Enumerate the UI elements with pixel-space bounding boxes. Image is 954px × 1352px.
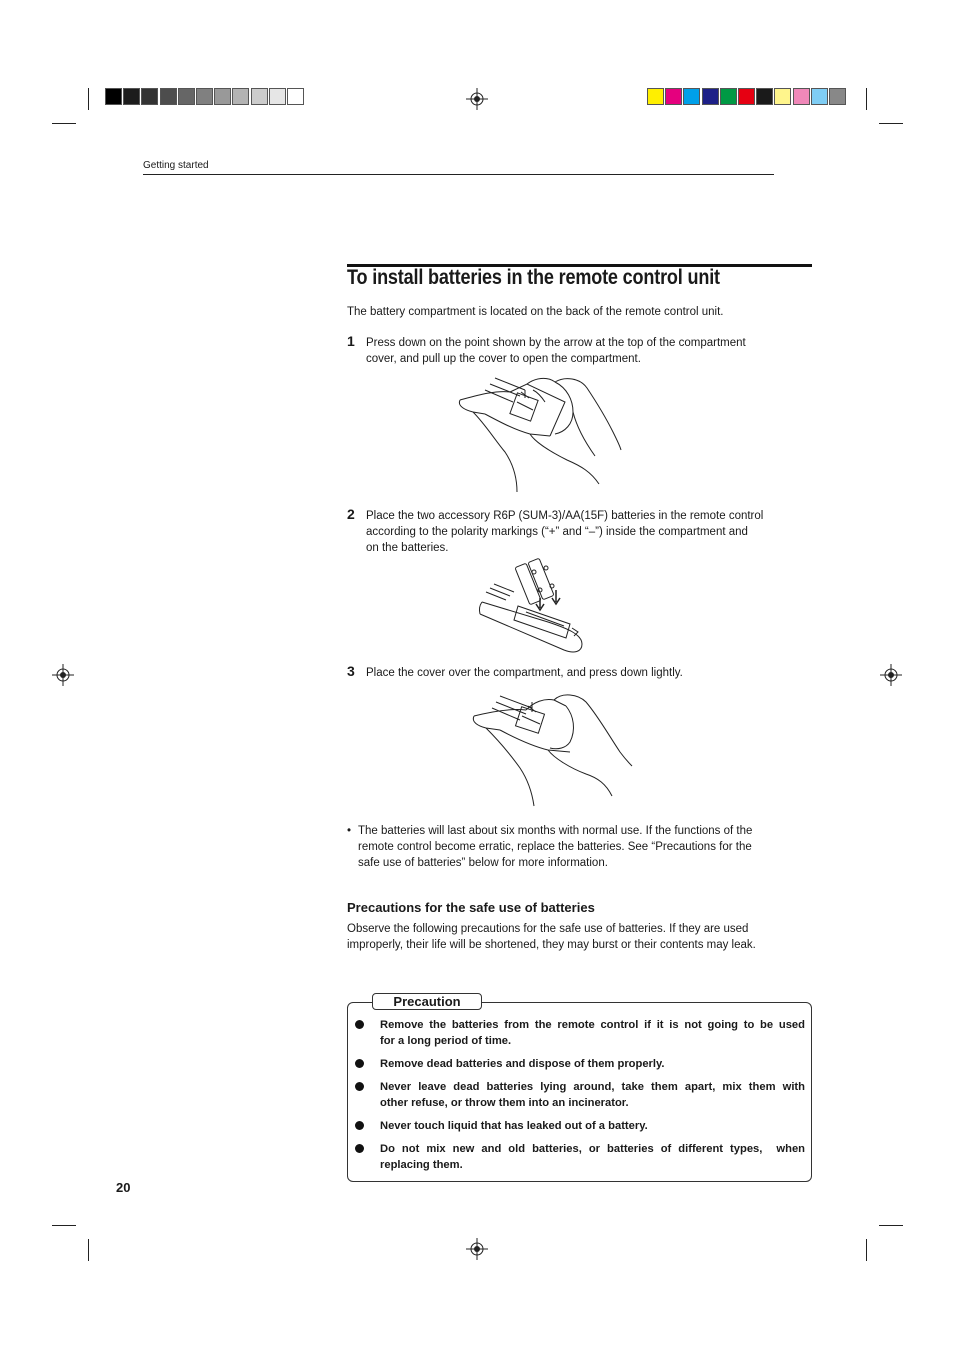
- step-number: 2: [347, 506, 355, 522]
- registration-target-icon: [880, 664, 902, 686]
- bullet-icon: [355, 1020, 364, 1029]
- color-swatch: [811, 88, 828, 105]
- section-heading: Precautions for the safe use of batteries: [347, 900, 595, 915]
- color-swatch: [214, 88, 231, 105]
- color-swatch: [720, 88, 737, 105]
- text-line: Remove dead batteries and dispose of them properly.: [380, 1058, 665, 1070]
- text-line: Observe the following precautions for the safe use of batteries. If they are used: [347, 923, 749, 935]
- crop-mark: [866, 88, 867, 110]
- close-cover-illustration: [470, 690, 635, 808]
- color-swatch: [141, 88, 158, 105]
- color-swatch: [702, 88, 719, 105]
- text-line: remote control become erratic, replace the batteries. See “Precautions for the: [358, 841, 752, 853]
- color-swatch: [251, 88, 268, 105]
- text-line: for a long period of time.: [380, 1035, 512, 1047]
- crop-mark: [879, 1225, 903, 1226]
- registration-target-icon: [466, 1238, 488, 1260]
- color-swatch: [756, 88, 773, 105]
- text-line: Never leave dead batteries lying around, take them apart, mix them with: [380, 1081, 805, 1093]
- color-swatch: [232, 88, 249, 105]
- precaution-label: Precaution: [372, 993, 482, 1010]
- header-divider: [143, 174, 774, 175]
- step-number: 1: [347, 333, 355, 349]
- text-line: Place the two accessory R6P (SUM-3)/AA(15F) batteries in the remote control: [366, 510, 764, 522]
- precaution-item: [355, 1017, 805, 1049]
- step-2-text: [366, 508, 763, 556]
- color-swatch: [269, 88, 286, 105]
- text-line: safe use of batteries” below for more information.: [358, 857, 608, 869]
- precaution-item: [355, 1118, 805, 1134]
- color-swatch: [793, 88, 810, 105]
- text-line: according to the polarity markings (“+” and “–”) inside the compartment and: [366, 526, 748, 538]
- page-title: To install batteries in the remote control unit: [347, 266, 720, 289]
- text-line: Do not mix new and old batteries, or batteries of different types, when: [380, 1143, 805, 1155]
- crop-mark: [88, 1239, 89, 1261]
- color-swatch: [774, 88, 791, 105]
- page-number: 20: [116, 1180, 131, 1195]
- text-line: improperly, their life will be shortened, they may burst or their contents may leak.: [347, 939, 756, 951]
- crop-mark: [866, 1239, 867, 1261]
- insert-batteries-illustration: [478, 556, 588, 656]
- text-line: cover, and pull up the cover to open the compartment.: [366, 353, 641, 365]
- precaution-item: [355, 1079, 805, 1111]
- bullet-icon: [355, 1144, 364, 1153]
- step-number: 3: [347, 663, 355, 679]
- step-3-text: [366, 665, 683, 681]
- registration-target-icon: [466, 88, 488, 110]
- open-compartment-illustration: [455, 372, 625, 494]
- text-line: Press down on the point shown by the arrow at the top of the compartment: [366, 337, 746, 349]
- color-swatch: [287, 88, 304, 105]
- text-line: Never touch liquid that has leaked out of a battery.: [380, 1120, 648, 1132]
- bullet-icon: [355, 1082, 364, 1091]
- color-swatch: [738, 88, 755, 105]
- color-swatch: [683, 88, 700, 105]
- precautions-intro: [347, 921, 756, 953]
- bullet-icon: [355, 1059, 364, 1068]
- bullet-icon: [355, 1121, 364, 1130]
- color-swatch: [105, 88, 122, 105]
- crop-mark: [88, 88, 89, 110]
- text-line: Remove the batteries from the remote control if it is not going to be used: [380, 1019, 805, 1031]
- battery-life-note: [358, 823, 752, 871]
- text-line: The batteries will last about six months with normal use. If the functions of the: [358, 825, 753, 837]
- crop-mark: [52, 123, 76, 124]
- note-bullet: •: [347, 825, 352, 837]
- precaution-item: [355, 1141, 805, 1173]
- text-line: Place the cover over the compartment, and press down lightly.: [366, 667, 683, 679]
- registration-target-icon: [52, 664, 74, 686]
- precaution-item: [355, 1056, 805, 1072]
- text-line: other refuse, or throw them into an incinerator.: [380, 1097, 629, 1109]
- crop-mark: [879, 123, 903, 124]
- color-swatch: [160, 88, 177, 105]
- crop-mark: [52, 1225, 76, 1226]
- text-line: on the batteries.: [366, 542, 449, 554]
- color-swatch: [665, 88, 682, 105]
- color-swatch: [647, 88, 664, 105]
- color-swatch: [178, 88, 195, 105]
- color-swatch: [829, 88, 846, 105]
- color-swatch: [123, 88, 140, 105]
- step-1-text: [366, 335, 746, 367]
- text-line: replacing them.: [380, 1159, 463, 1171]
- section-label: Getting started: [143, 160, 209, 171]
- intro-text: The battery compartment is located on the back of the remote control unit.: [347, 306, 724, 318]
- color-swatch: [196, 88, 213, 105]
